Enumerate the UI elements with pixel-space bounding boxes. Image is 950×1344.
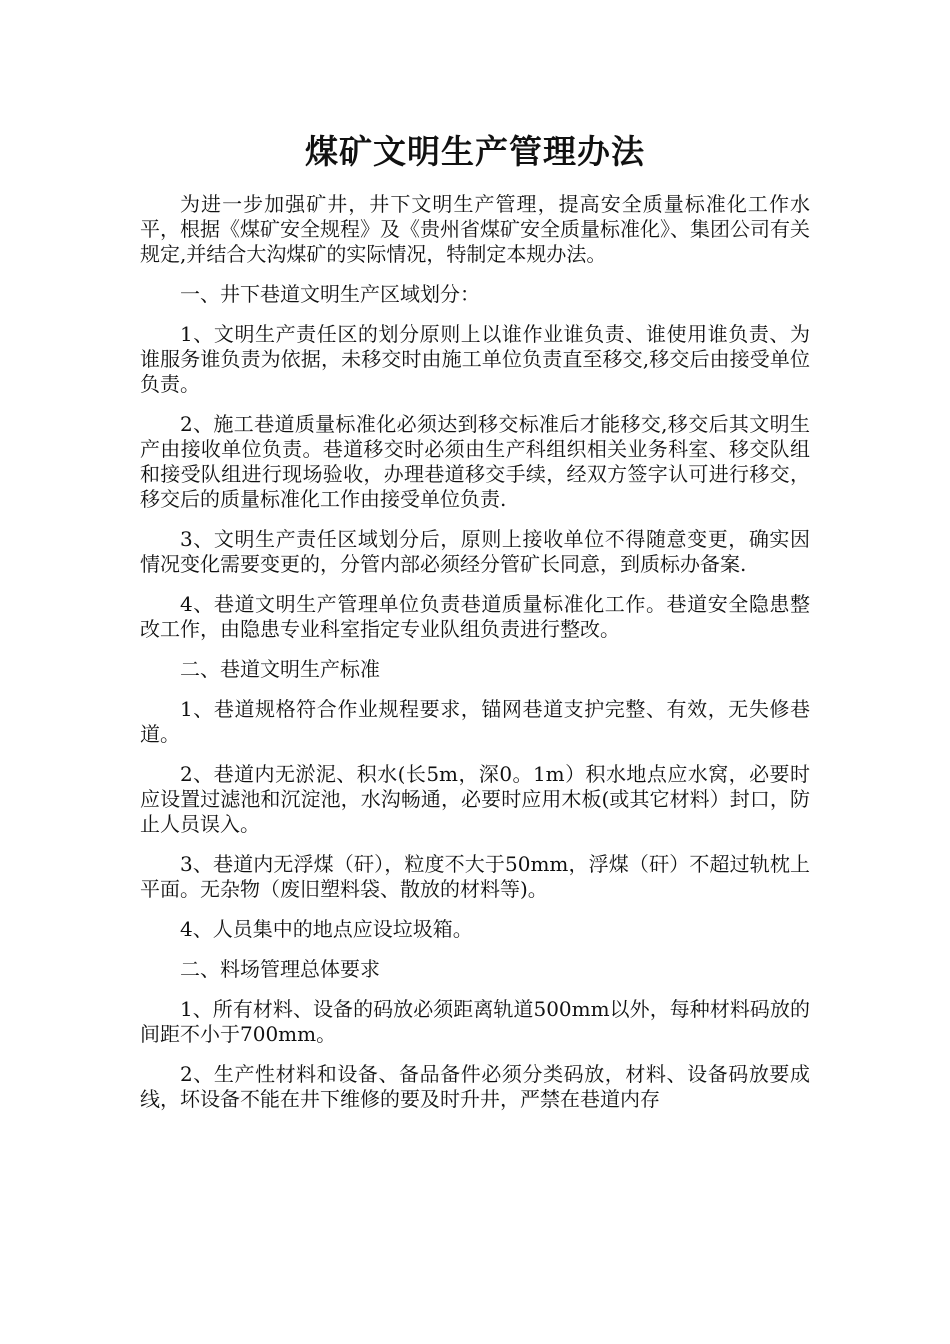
section-2-item-2: 2、巷道内无淤泥、积水(长5m，深0。1m）积水地点应水窝，必要时应设置过滤池和沉淀池，水沟畅通，必要时应用木板(或其它材料）封口，防止人员误入。 — [140, 762, 810, 836]
section-1-item-1: 1、文明生产责任区的划分原则上以谁作业谁负责、谁使用谁负责、为谁服务谁负责为依据，未移交时由施工单位负责直至移交,移交后由接受单位负责。 — [140, 322, 810, 396]
document-title: 煤矿文明生产管理办法 — [305, 132, 645, 171]
section-1-item-3: 3、文明生产责任区域划分后，原则上接收单位不得随意变更，确实因情况变化需要变更的，分管内部必须经分管矿长同意，到质标办备案. — [140, 527, 810, 576]
document-body — [140, 128, 810, 1127]
section-heading-2: 二、巷道文明生产标准 — [180, 657, 380, 681]
section-3-item-2: 2、生产性材料和设备、备品备件必须分类码放，材料、设备码放要成线，坏设备不能在井下维修的要及时升井，严禁在巷道内存 — [140, 1062, 810, 1111]
intro-paragraph: 为进一步加强矿井，井下文明生产管理，提高安全质量标准化工作水平，根据《煤矿安全规程》及《贵州省煤矿安全质量标准化》、集团公司有关规定,并结合大沟煤矿的实际情况，特制定本规办法。 — [140, 192, 810, 266]
section-heading-1: 一、井下巷道文明生产区域划分： — [180, 282, 480, 306]
section-1-item-4: 4、巷道文明生产管理单位负责巷道质量标准化工作。巷道安全隐患整改工作，由隐患专业科室指定专业队组负责进行整改。 — [140, 592, 810, 641]
section-heading-3: 二、料场管理总体要求 — [180, 957, 380, 981]
section-3-item-1: 1、所有材料、设备的码放必须距离轨道500mm以外，每种材料码放的间距不小于700mm。 — [140, 997, 810, 1046]
section-2-item-3: 3、巷道内无浮煤（矸），粒度不大于50mm，浮煤（矸）不超过轨枕上平面。无杂物（废旧塑料袋、散放的材料等)。 — [140, 852, 810, 901]
section-1-item-2: 2、施工巷道质量标准化必须达到移交标准后才能移交,移交后其文明生产由接收单位负责。巷道移交时必须由生产科组织相关业务科室、移交队组和接受队组进行现场验收，办理巷道移交手续，经双方签字认可进行移交，移交后的质量标准化工作由接受单位负责. — [140, 412, 810, 511]
section-2-item-4: 4、人员集中的地点应设垃圾箱。 — [180, 917, 473, 941]
section-2-item-1: 1、巷道规格符合作业规程要求，锚网巷道支护完整、有效，无失修巷道。 — [140, 697, 810, 746]
